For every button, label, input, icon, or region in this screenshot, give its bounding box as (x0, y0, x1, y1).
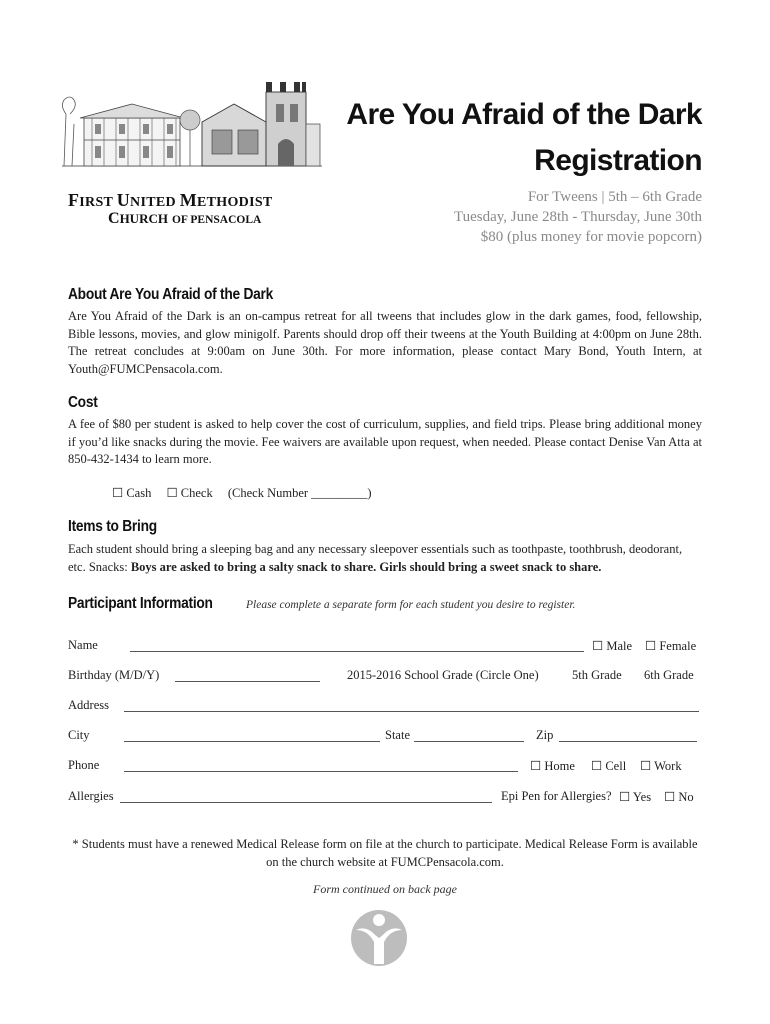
cost-heading: Cost (68, 394, 98, 411)
city-input[interactable] (124, 741, 380, 742)
items-text: Each student should bring a sleeping bag and any necessary sleepover essentials such as toothpaste, toothbrush, deodorant, etc. Snacks: Boys are asked to bring a salty snack to share. Girls should bring a sweet snack to share. (68, 542, 683, 574)
allergies-label: Allergies (68, 789, 114, 803)
epipen-label: Epi Pen for Allergies? (501, 789, 612, 803)
medical-release-note: * Students must have a renewed Medical Release form on file at the church to participate. Medical Release Form is available on the church website at FUMCPensacola.com. (72, 837, 698, 869)
home-phone-checkbox[interactable]: ☐ Home (530, 759, 575, 773)
name-label: Name (68, 638, 98, 652)
participant-note: Please complete a separate form for each student you desire to register. (246, 599, 576, 611)
participant-heading: Participant Information (68, 595, 213, 612)
birthday-input[interactable] (175, 681, 320, 682)
snack-instructions: Boys are asked to bring a salty snack to share. Girls should bring a sweet snack to share. (130, 559, 602, 574)
grade-6-option[interactable]: 6th Grade (644, 668, 694, 682)
zip-label: Zip (536, 728, 554, 742)
church-name-line1: FIRST UNITED METHODIST (68, 190, 273, 210)
state-input[interactable] (414, 741, 524, 742)
epipen-yes-checkbox[interactable]: ☐ Yes (619, 790, 652, 804)
name-input[interactable] (130, 651, 584, 652)
items-heading: Items to Bring (68, 518, 157, 535)
allergies-input[interactable] (120, 802, 492, 803)
state-label: State (385, 728, 410, 742)
grade-label: 2015-2016 School Grade (Circle One) (347, 668, 539, 682)
church-name-line2: CHURCH OF PENSACOLA (108, 210, 262, 227)
zip-input[interactable] (559, 741, 697, 742)
address-input[interactable] (124, 711, 699, 712)
cost-text: A fee of $80 per student is asked to help cover the cost of curriculum, supplies, and field trips. Please bring additional money if you’d like snacks during the movie. Fee waivers are available upon request, when needed. Please contact Denise Van Atta at 850-432-1434 to learn more. (68, 417, 702, 466)
address-label: Address (68, 698, 109, 712)
about-text: Are You Afraid of the Dark is an on-campus retreat for all tweens that includes glow in the dark games, food, fellowship, Bible lessons, movies, and glow minigolf. Parents should drop off their tweens at the Youth Building at 4:00pm on June 28th. The retreat concludes at 9:00am on June 30th. For more information, please contact Mary Bond, Youth Intern, at Youth@FUMCPensacola.com. (68, 309, 702, 376)
page-title-line1: Are You Afraid of the Dark (346, 98, 702, 131)
phone-label: Phone (68, 758, 100, 772)
check-number-field[interactable]: (Check Number _________) (227, 486, 372, 500)
payment-options (112, 485, 384, 501)
grade-5-option[interactable]: 5th Grade (572, 668, 622, 682)
epipen-no-checkbox[interactable]: ☐ No (664, 790, 694, 804)
event-dates: Tuesday, June 28th - Thursday, June 30th (453, 209, 702, 225)
check-checkbox[interactable]: ☐ Check (166, 486, 213, 500)
youth-ministry-logo-icon (350, 908, 408, 968)
cash-checkbox[interactable]: ☐ Cash (112, 486, 152, 500)
event-price: $80 (plus money for movie popcorn) (480, 229, 702, 245)
male-checkbox[interactable]: ☐ Male (592, 639, 633, 653)
city-label: City (68, 728, 90, 742)
about-heading: About Are You Afraid of the Dark (68, 286, 274, 303)
female-checkbox[interactable]: ☐ Female (645, 639, 697, 653)
page-title-line2: Registration (534, 144, 702, 177)
birthday-label: Birthday (M/D/Y) (68, 668, 160, 682)
form-continued-note: Form continued on back page (313, 882, 457, 896)
phone-input[interactable] (124, 771, 518, 772)
work-phone-checkbox[interactable]: ☐ Work (640, 759, 682, 773)
event-audience: For Tweens | 5th – 6th Grade (527, 189, 702, 205)
cell-phone-checkbox[interactable]: ☐ Cell (591, 759, 627, 773)
